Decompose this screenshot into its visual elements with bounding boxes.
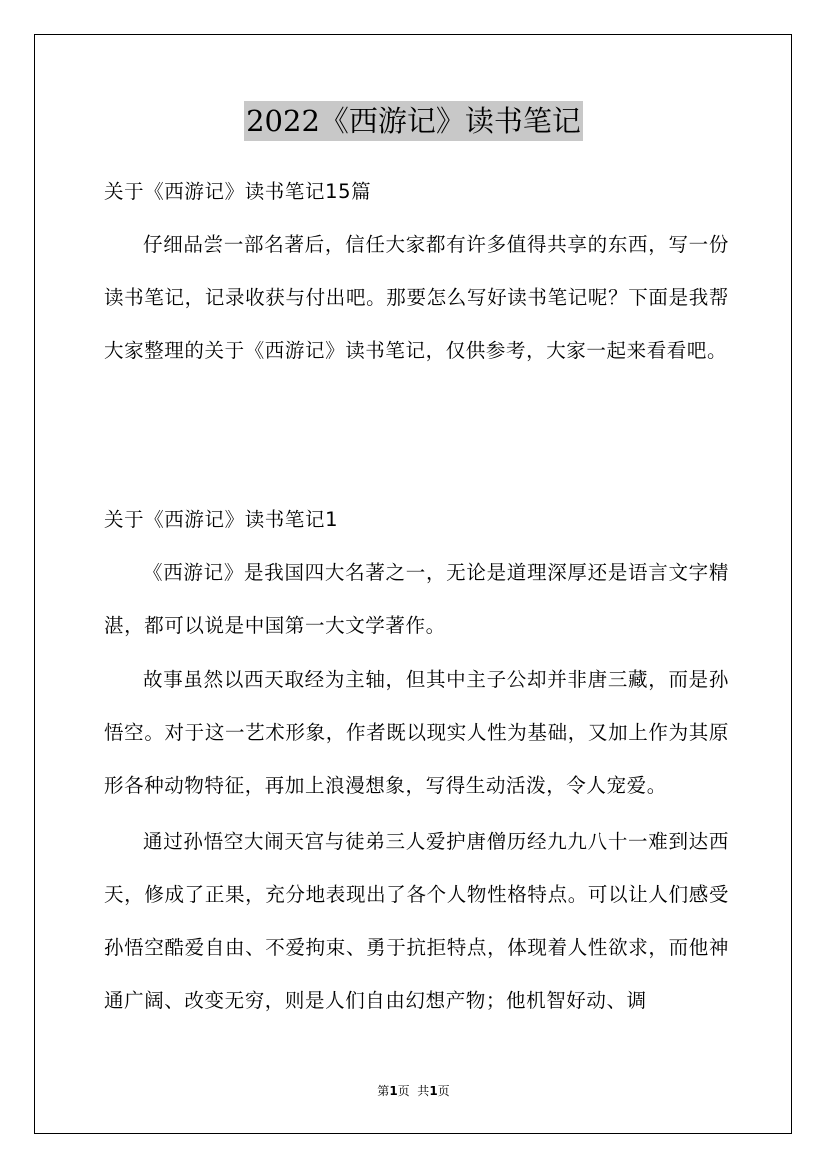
footer-label-1: 第 xyxy=(377,1084,390,1098)
body-paragraph-3: 通过孙悟空大闹天宫与徒弟三人爱护唐僧历经九九八十一难到达西天，修成了正果，充分地表现出了各个人物性格特点。可以让人们感受孙悟空酷爱自由、不爱拘束、勇于抗拒特点，体现着人性欲求，而他神通广阔、改变无穷，则是人们自由幻想产物；他机智好动、调 xyxy=(104,830,729,1012)
title-wrapper xyxy=(0,101,827,141)
document-title: 2022《西游记》读书笔记 xyxy=(244,101,583,141)
subtitle: 关于《西游记》读书笔记15篇 xyxy=(104,180,372,203)
footer-page-number: 1 xyxy=(389,1084,398,1098)
footer-label-2: 页 共 xyxy=(397,1084,430,1098)
footer-total-pages: 1 xyxy=(429,1084,438,1098)
footer-label-3: 页 xyxy=(437,1084,450,1098)
page-footer xyxy=(0,1082,827,1099)
body-paragraph-1: 《西游记》是我国四大名著之一，无论是道理深厚还是语言文字精湛，都可以说是中国第一大文学著作。 xyxy=(104,561,729,637)
section-heading: 关于《西游记》读书笔记1 xyxy=(104,508,339,531)
body-paragraph-2: 故事虽然以西天取经为主轴，但其中主子公却并非唐三藏，而是孙悟空。对于这一艺术形象，作者既以现实人性为基础，又加上作为其原形各种动物特征，再加上浪漫想象，写得生动活泼，令人宠爱。 xyxy=(104,668,729,797)
intro-paragraph: 仔细品尝一部名著后，信任大家都有许多值得共享的东西，写一份读书笔记，记录收获与付出吧。那要怎么写好读书笔记呢？下面是我帮大家整理的关于《西游记》读书笔记，仅供参考，大家一起来看看吧。 xyxy=(104,233,729,362)
